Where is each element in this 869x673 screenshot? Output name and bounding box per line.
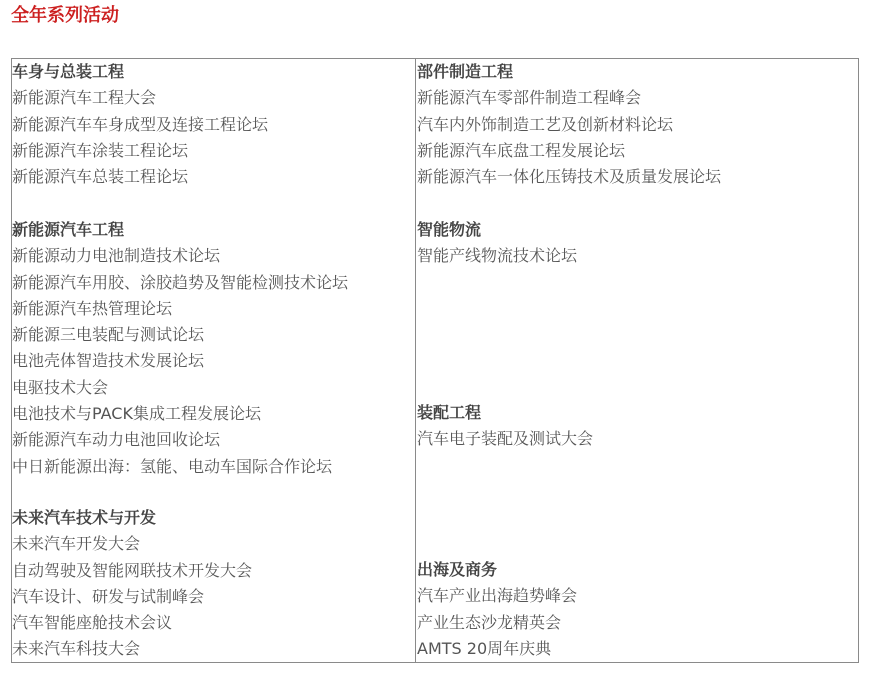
event-list [417, 243, 857, 269]
section-smart-logistics [417, 217, 857, 270]
section-future-auto [12, 505, 414, 663]
event-list [12, 531, 414, 662]
event-list [12, 85, 414, 190]
event-item[interactable]: 新能源汽车用胶、涂胶趋势及智能检测技术论坛 [12, 272, 349, 292]
event-item[interactable]: 自动驾驶及智能网联技术开发大会 [12, 560, 253, 580]
event-item[interactable]: 汽车内外饰制造工艺及创新材料论坛 [417, 114, 674, 134]
events-table [11, 58, 859, 663]
event-item[interactable]: 新能源汽车总装工程论坛 [12, 167, 189, 187]
event-item[interactable]: 电驱技术大会 [12, 377, 109, 397]
event-item[interactable]: 产业生态沙龙精英会 [417, 612, 562, 632]
section-heading: 装配工程 [417, 403, 482, 422]
event-item[interactable]: 中日新能源出海：氢能、电动车国际合作论坛 [12, 456, 333, 476]
event-item[interactable]: 新能源汽车热管理论坛 [12, 298, 173, 318]
event-item[interactable]: AMTS 20周年庆典 [417, 638, 552, 658]
event-item[interactable]: 新能源汽车动力电池回收论坛 [12, 430, 221, 450]
section-assembly-engineering [417, 400, 857, 453]
section-body-assembly [12, 59, 414, 190]
section-heading: 出海及商务 [417, 560, 498, 579]
event-item[interactable]: 新能源汽车零部件制造工程峰会 [417, 88, 642, 108]
event-item[interactable]: 电池壳体智造技术发展论坛 [12, 351, 205, 371]
event-item[interactable]: 新能源汽车一体化压铸技术及质量发展论坛 [417, 167, 722, 187]
section-nev-engineering [12, 217, 414, 480]
event-item[interactable]: 未来汽车开发大会 [12, 534, 141, 554]
event-item[interactable]: 未来汽车科技大会 [12, 639, 141, 659]
section-heading: 车身与总装工程 [12, 62, 125, 81]
event-list [417, 426, 857, 452]
event-list [417, 583, 857, 662]
event-item[interactable]: 汽车产业出海趋势峰会 [417, 586, 578, 606]
event-list [417, 85, 857, 190]
event-item[interactable]: 新能源汽车底盘工程发展论坛 [417, 140, 626, 160]
section-heading: 部件制造工程 [417, 62, 514, 81]
event-item[interactable]: 新能源汽车涂装工程论坛 [12, 140, 189, 160]
column-divider [415, 59, 416, 662]
section-heading: 智能物流 [417, 220, 482, 239]
event-item[interactable]: 汽车设计、研发与试制峰会 [12, 586, 205, 606]
event-item[interactable]: 新能源汽车工程大会 [12, 88, 157, 108]
event-item[interactable]: 电池技术与PACK集成工程发展论坛 [12, 404, 261, 424]
section-heading: 新能源汽车工程 [12, 220, 125, 239]
event-item[interactable]: 新能源汽车车身成型及连接工程论坛 [12, 114, 269, 134]
event-item[interactable]: 新能源动力电池制造技术论坛 [12, 246, 221, 266]
event-item[interactable]: 智能产线物流技术论坛 [417, 246, 578, 266]
section-parts-manufacturing [417, 59, 857, 190]
section-overseas-business [417, 557, 857, 662]
event-list [12, 243, 414, 480]
section-heading: 未来汽车技术与开发 [12, 508, 157, 527]
page-title: 全年系列活动 [11, 5, 119, 26]
event-item[interactable]: 汽车电子装配及测试大会 [417, 429, 594, 449]
event-item[interactable]: 汽车智能座舱技术会议 [12, 613, 173, 633]
event-item[interactable]: 新能源三电装配与测试论坛 [12, 325, 205, 345]
